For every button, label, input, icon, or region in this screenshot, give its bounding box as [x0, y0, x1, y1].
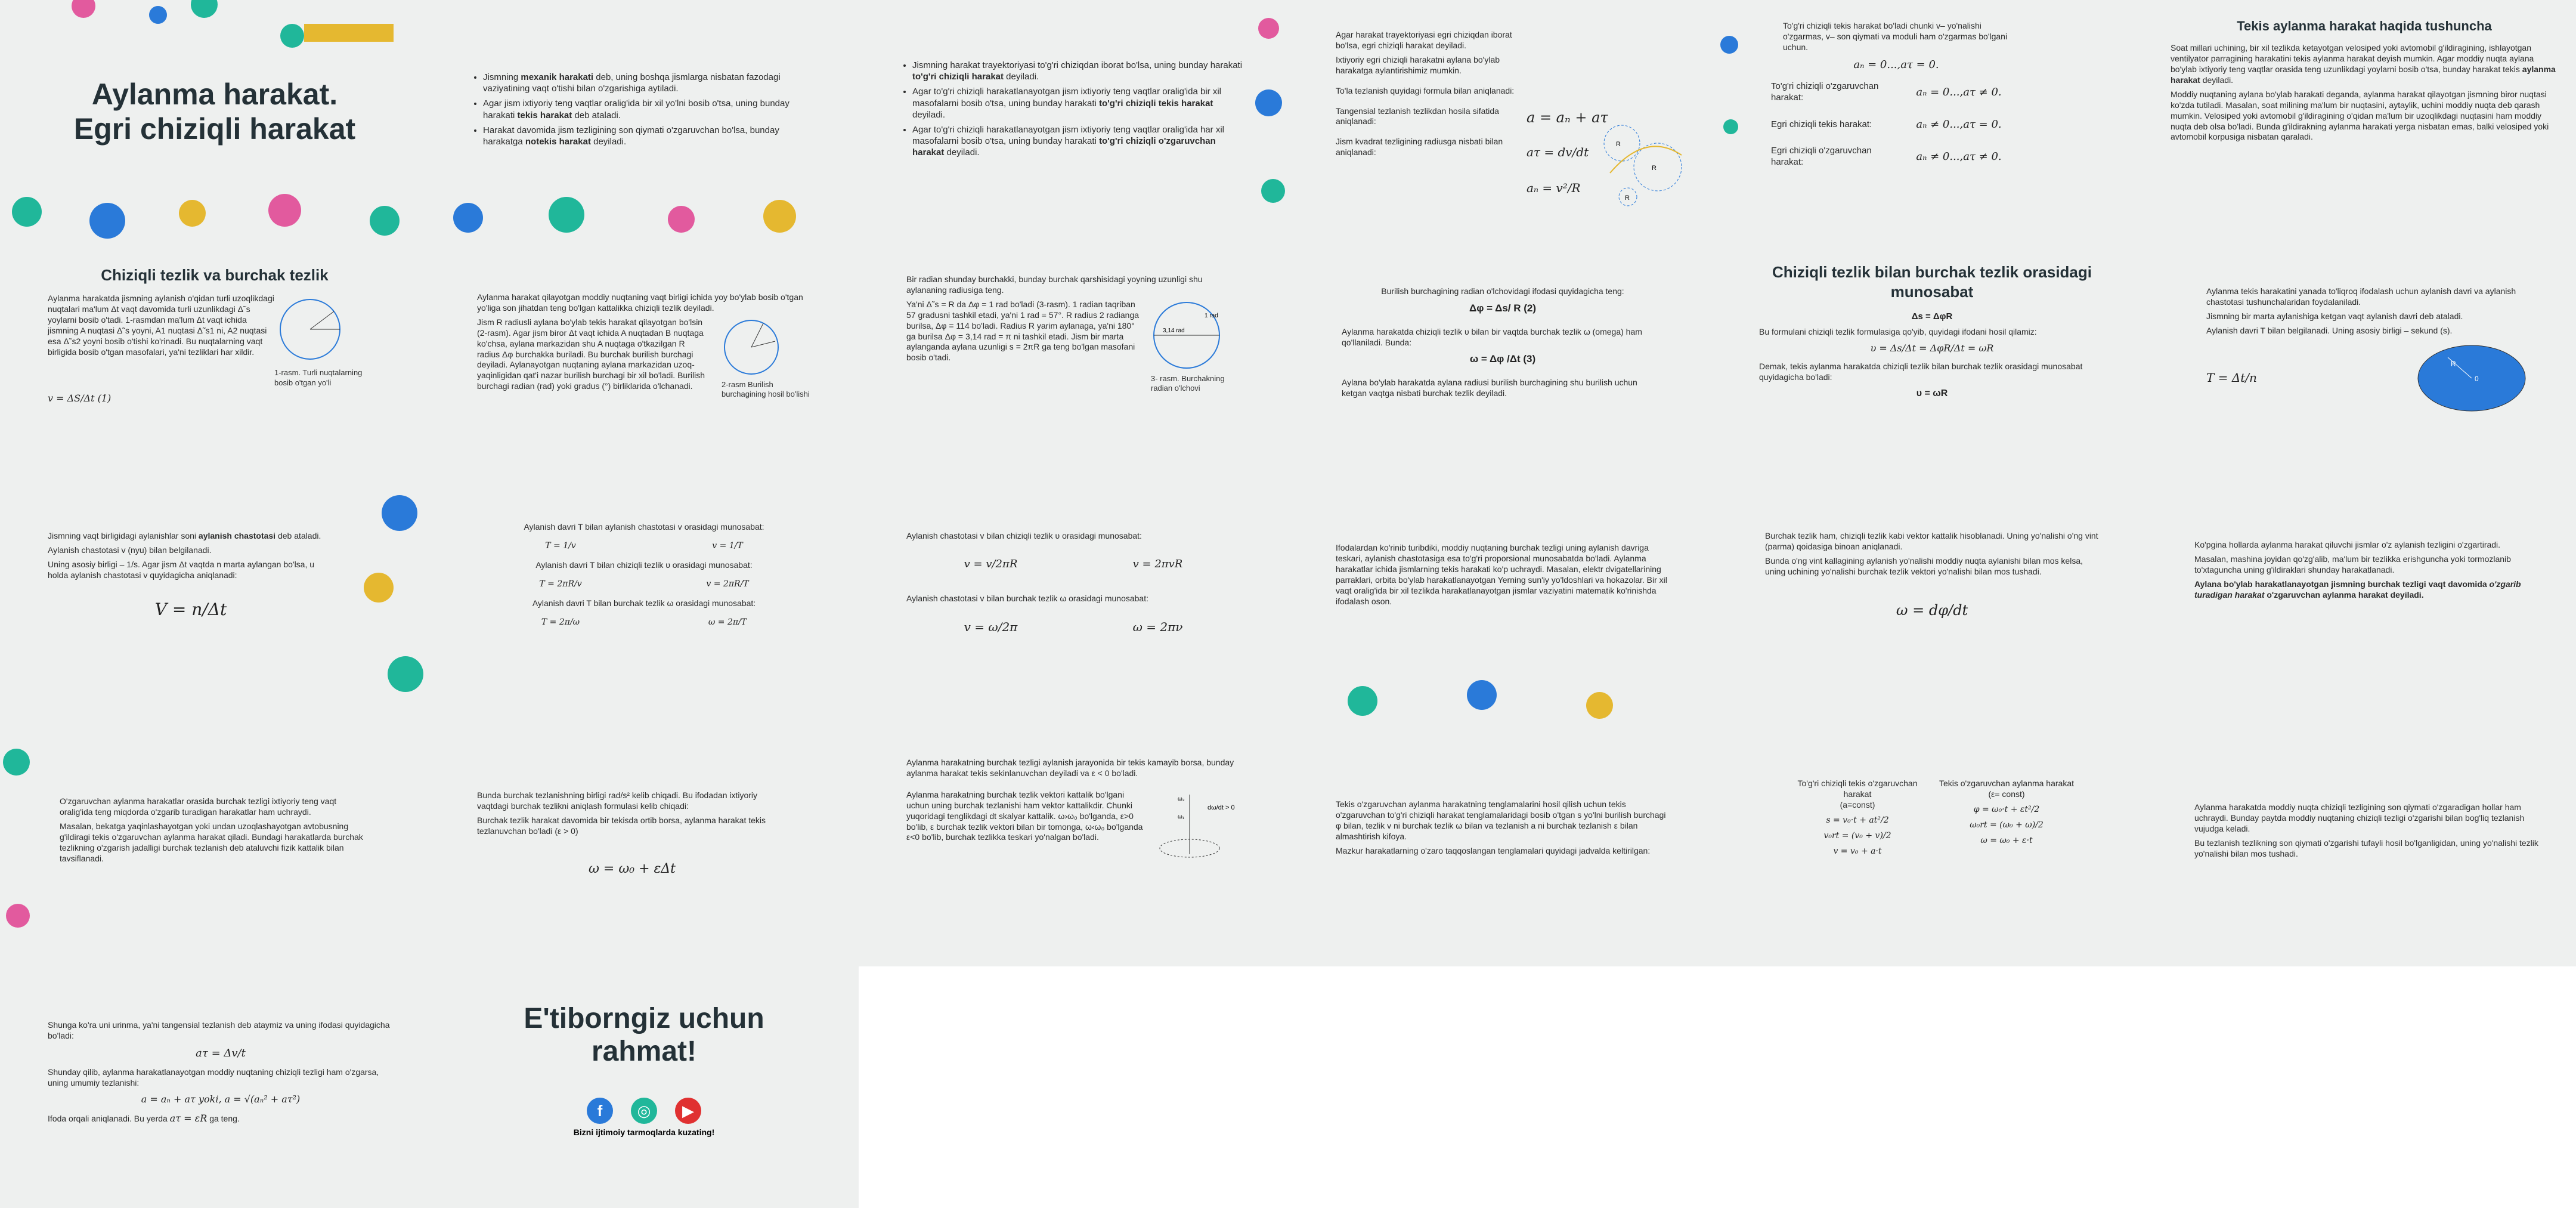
slide-content: Chiziqli tezlik bilan burchak tezlik orasidagi munosabat Δs = ΔφR Bu formulani chiziqli tezlik formulasiga qo'yib, quyidagi ifodani hosil qilamiz: υ = Δs/Δt = ΔφR/Δt = ωR Demak, tekis aylanma harakatda chiziqli tezlik bilan burchak tezlik orasidagi munosabat quyidagicha bo'ladi: υ = ωR [1759, 263, 2092, 398]
slide-22-equations-intro[interactable] [1288, 725, 1717, 966]
formula-tangential-acceleration: aτ = dv/dt [1527, 145, 1589, 159]
slide-content: Aylanma tekis harakatini yanada to'liqroq ifodalash uchun aylanish davri va aylanish chastotasi tushunchalaridan foydalaniladi. Jismning bir marta aylanishiga ketgan vaqt aylanish davri deb ataladi. Aylanish davri T bilan belgilanadi. Uning asosiy birligi – sekund (s). T = Δt/n R 0 [2206, 286, 2528, 414]
bullet-item: • Jismning harakat trayektoriyasi to'g'ri chiziqdan iborat bo'lsa, uning bunday harakati to'g'ri chiziqli harakat deyiladi. [912, 60, 1246, 82]
thanks-title: E'tiborngiz uchun rahmat! [524, 1003, 764, 1068]
slide-23-equations-table[interactable] [1717, 725, 2147, 966]
svg-text:ω₁: ω₁ [1178, 813, 1185, 820]
decorative-balls-bottom [0, 191, 429, 242]
slide-content: Aylanma harakatning burchak tezligi aylanish jarayonida bir tekis kamayib borsa, bunday aylanma harakat tekis sekinlanuvchan deyiladi va ε < 0 bo'ladi. Aylanma harakatning burchak tezlik vektori kattalik bo'lgani uchun uning burchak tezlanishi ham vektor kattalikdir. Chunki yuqoridagi tenglikdagi dt skalyar kattalik. ω›ω₀ bo'lganda, ε>0 bo'lib, ε burchak tezlik vektori bilan bir tomonga, ω‹ω₀ bo'lganda ε<0 bo'lib, burchak tezlikka teskari yo'nalgan bo'ladi. dω/dt > 0 ω₂ ω₁ [906, 758, 1252, 869]
slide-content: Tekis aylanma harakat haqida tushuncha Soat millari uchining, bir xil tezlikda ketayotgan velosiped yoki avtomobil g'ildiragining, ishlayotgan ventilyator parragining harakatini tekis aylanma harakat deyish mumkin. Agar moddiy nuqta aylana bo'ylab ixtiyoriy teng vaqtlar orasida teng uzunlikdagi yoylarni bosib o'tsa, bunday harakat tekis aylanma harakat deyiladi. Moddiy nuqtaning aylana bo'ylab harakati deganda, aylanma harakat qilayotgan jismning biror nuqtasi ko'zda tutiladi. Masalan, soat milining ma'lum bir nuqtasini, aytaylik, uchini moddiy nuqta deb qarash mumkin. Velosiped yoki avtomobil g'ildiragining o'qidan ma'lum bir uzoqlikdagi nuqtasini ham moddiy nuqta deb olsa bo'ladi. Bunda g'ildirakning aylanma harakati yerga nisbatan emas, balki velosiped yoki avtomobil korpusiga nisbatan qaraladi. [2171, 18, 2556, 142]
slide-content: To'g'ri chiziqli tekis o'zgaruvchan harakat (a=const) s = v₀·t + at²/2 v₀rt = (v₀ + v)/2 v = v₀ + a·t Tekis o'zgaruvchan aylanma harakat (ε= const) φ = ω₀·t + εt²/2 ω₀rt = (ω₀ + ω)/2 ω = ω₀ + ε·t [1797, 778, 2075, 856]
bullet-item: • Agar to'g'ri chiziqli harakatlanayotgan jism ixtiyoriy teng vaqtlar oralig'ida har xil masofalarni bosib o'tsa, uning bunday harakati to'g'ri chiziqli o'zgaruvchan harakat deyiladi. [912, 124, 1246, 159]
decorative-balls-bottom [1288, 674, 1717, 725]
slide-3-straight-motion[interactable] [859, 0, 1288, 242]
slide-content: Shunga ko'ra uni urinma, ya'ni tangensial tezlanish deb ataymiz va uning ifodasi quyidagicha bo'ladi: aτ = Δv/t Shunday qilib, aylanma harakatlanayotgan moddiy nuqtaning chiziqli tezligi ham o'zgarsa, uning umumiy tezlanishi: a = aₙ + aτ yoki, a = √(aₙ² + aτ²) Ifoda orqali aniqlanadi. Bu yerda aτ = εR ga teng. [48, 1020, 390, 1124]
slide-content: Agar harakat trayektoriyasi egri chiziqdan iborat bo'lsa, egri chiziqli harakat deyiladi. Ixtiyoriy egri chiziqli harakatni aylana bo'ylab harakatga aylantirishimiz mumkin. To'la tezlanish quyidagi formula bilan aniqlanadi: Tangensial tezlanish tezlikdan hosila sifatida aniqlanadi: Jism kvadrat tezligining radiusga nisbati bilan aniqlanadi: [1336, 30, 1515, 157]
blank-cell [2147, 966, 2576, 1208]
decorative-balls-right [1252, 0, 1288, 242]
bullet-item: • Jismning mexanik harakati deb, uning boshqa jismlarga nisbatan fazodagi vaziyatining vaqt o'tishi bilan o'zgarishiga aytiladi. [483, 72, 817, 94]
slide-17-vector[interactable] [1717, 483, 2147, 725]
slide-24-tangential[interactable] [2147, 725, 2576, 966]
slide-8-angular-displacement[interactable] [429, 242, 859, 483]
svg-text:R: R [1616, 141, 1621, 148]
slide-19-accel-rotation[interactable] [0, 725, 429, 966]
slide-6-uniform-rotation[interactable] [2147, 0, 2576, 242]
slide-20-angular-acceleration[interactable] [429, 725, 859, 966]
slide-content: Jismning vaqt birligidagi aylanishlar soni aylanish chastotasi deb ataladi. Aylanish chastotasi v (nyu) bilan belgilanadi. Uning asosiy birligi – 1/s. Agar jism Δt vaqtda n marta aylangan bo'lsa, u holda aylanish chastotasi v quyidagicha aniqlanadi: V = n/Δt [48, 531, 321, 619]
slide-content: Aylanma harakat qilayotgan moddiy nuqtaning vaqt birligi ichida yoy bo'ylab bosib o'tgan yo'liga son jihatdan teng bo'lgan kattalikka chiziqli tezlik deyiladi. Jism R radiusli aylana bo'ylab tekis harakat qilayotgan bo'lsin (2-rasm). Agar jism biror Δt vaqt ichida A nuqtadan B nuqtaga ko'chsa, aylana markazidan shu A nuqtaga o'tkazilgan R radius Δφ burchakka buriladi. Bu burchak burilish burchagi deyiladi. Aylanayotgan nuqtaning aylana markazidan uzoq-yaqinligidan qat'i nazar burilish burchagi bir xil bo'ladi. Burilish burchagi radian (rad) yoki gradus (°) birliklarida o'lchanadi. 2-rasm Burilish burchagining hosil bo'lishi [477, 292, 810, 399]
svg-text:ω₂: ω₂ [1178, 795, 1185, 802]
slide-9-radian[interactable] [859, 242, 1288, 483]
slide-content [471, 72, 817, 151]
blank-cell [1288, 966, 1717, 1208]
slide-14-period-relations[interactable] [429, 483, 859, 725]
decorative-balls-right [358, 483, 429, 725]
slide-26-thanks[interactable] [429, 966, 859, 1208]
slide-13-frequency[interactable] [0, 483, 429, 725]
blank-cell [859, 966, 1288, 1208]
slide-content: Aylanma harakatda moddiy nuqta chiziqli tezligining son qiymati o'zgaradigan hollar ham uchraydi. Bunday paytda moddiy nuqtaning chiziqli tezligi o'zgarishi bilan bog'liq tezlanish vujudga keladi. Bu tezlanish tezlikning son qiymati o'zgarishi tufayli hosil bo'lganligidan, uning yo'nalishi tezlik yo'nalishi bilan mos tushadi. [2194, 802, 2538, 858]
slide-content: Ko'pgina hollarda aylanma harakat qiluvchi jismlar o'z aylanish tezligini o'zgartiradi. Masalan, mashina joyidan qo'zg'alib, ma'lum bir tezlikka erishguncha yoki tormozlanib to'xtaguncha uning g'ildiraklari shunday harakatlanadi. Aylana bo'ylab harakatlanayotgan jismning burchak tezligi vaqt davomida o'zgarib turadigan harakat o'zgaruvchan aylanma harakat deyiladi. [2194, 540, 2521, 600]
circle-diagram [274, 293, 346, 365]
slide-16-angular-velocity-prop[interactable] [1288, 483, 1717, 725]
blank-cell [1717, 966, 2147, 1208]
slide-2-mechanical-motion[interactable] [429, 0, 859, 242]
slide-4-curvilinear[interactable] [1288, 0, 1717, 242]
social-icons [429, 1098, 859, 1124]
svg-text:R: R [1652, 165, 1657, 172]
slide-25-total-acceleration[interactable] [0, 966, 429, 1208]
svg-text:1 rad: 1 rad [1205, 312, 1218, 319]
slide-content: Burchak tezlik ham, chiziqli tezlik kabi vektor kattalik hisoblanadi. Uning yo'nalishi o'ng vint (parma) qoidasiga binoan aniqlanadi. Bunda o'ng vint kallagining aylanish yo'nalishi moddiy nuqta aylanishi bilan mos kelsa, uning uchining yo'nalishi burchak tezlik vektori yo'nalishi bilan mos tushadi. ω = dφ/dt [1765, 531, 2098, 619]
instagram-icon[interactable]: ◎ [631, 1098, 657, 1124]
formula-normal-acceleration: aₙ = v²/R [1527, 181, 1581, 195]
slide-content: Bir radian shunday burchakki, bunday burchak qarshisidagi yoyning uzunligi shu aylananing radiusiga teng. Ya'ni Δ˜s = R da Δφ = 1 rad bo'ladi (3-rasm). 1 radian taqriban 57 gradusni tashkil etadi, ya'ni 1 rad = 57°. R radius 2 radianga burilsa, Δφ = 114 bo'ladi. Radius R yarim aylanaga, ya'ni 180° ga burilsa Δφ = 3,14 rad = π ni tashkil etadi. Jism bir marta aylanganda aylana uzunligi s = 2πR ga teng bo'lgan masofani bosib o'tadi. 3,14 rad 1 rad 3- rasm. Burchakning radian o'lchovi [906, 274, 1225, 393]
slide-content: Tekis o'zgaruvchan aylanma harakatning tenglamalarini hosil qilish uchun tekis o'zgaruvchan to'g'ri chiziqli harakat tenglamalaridagi bosib o'tgan s yo'lni burilish burchagi φ bilan, tezlik v ni burchak tezlik ω bilan va tezlanish a ni burchak tezlanish ε bilan almashtirish kifoya. Mazkur harakatlarning o'zaro taqqoslangan tenglamalari quyidagi jadvalda keltirilgan: [1336, 799, 1666, 855]
radian-diagram [1151, 299, 1222, 371]
slide-content [900, 60, 1246, 162]
youtube-icon[interactable]: ▶ [675, 1098, 701, 1124]
slide-1-title[interactable] [0, 0, 429, 242]
slide-content: Chiziqli tezlik va burchak tezlik Aylanma harakatda jismning aylanish o'qidan turli uzoqlikdagi nuqtalari ma'lum Δt vaqt davomida turli uzunlikdagi Δ˜s yoylarni bosib o'tadi. 1-rasmdan ma'lum Δt vaqt ichida jismning A nuqtasi Δ˜s yoyni, A1 nuqtasi Δ˜s1 ni, A2 nuqtasi esa Δ˜s2 yoyni bosib o'tishi ko'rinadi. Bu nuqtalarning vaqt birligida bosib o'tgan masofalari, ya'ni tezliklari har xildir. 1-rasm. Turli nuqtalarning bosib o'tgan yo'li v = ΔS/Δt (1) [48, 266, 363, 404]
slide-11-relationship[interactable] [1717, 242, 2147, 483]
decorative-balls-top [0, 0, 429, 36]
decorative-balls-bottom [429, 191, 859, 242]
decorative-balls-left [0, 725, 36, 966]
facebook-icon[interactable]: f [587, 1098, 613, 1124]
svg-text:R: R [2451, 359, 2456, 368]
slide-content: Ifodalardan ko'rinib turibdiki, moddiy nuqtaning burchak tezligi uning aylanish davriga teskari, aylanish chastotasiga esa to'g'ri proporsional munosabatda bo'ladi. Aylanma harakatlar ichida jismlarning tekis harakati ko'p uchraydi. Masalan, elektr dvigatellarining parraklari, orbita bo'ylab harakatlanayotgan Yerning sun'iy yo'ldoshlari va hokazolar. Bir xil vaqt oralig'ida bir xil tezlikda harakatlanayotgan jismlar vaziyatini matematik ko'rinishda ifodalash oson. [1336, 543, 1667, 606]
slide-21-deceleration[interactable] [859, 725, 1288, 966]
vector-diagram [1154, 783, 1243, 866]
slide-content: To'g'ri chiziqli tekis harakat bo'ladi chunki v– yo'nalishi o'zgarmas, v– son qiymati va moduli ham o'zgarmas bo'lgani uchun. aₙ = 0...,aτ = 0. To'g'ri chiziqli o'zgaruvchan harakat: aₙ = 0...,aτ ≠ 0. Egri chiziqli tekis harakat: aₙ ≠ 0...,aτ = 0. Egri chiziqli o'zgaruvchan harakat: aₙ ≠ 0...,aτ ≠ 0. [1771, 21, 2008, 168]
svg-text:3,14 rad: 3,14 rad [1163, 327, 1185, 334]
svg-text:0: 0 [2475, 374, 2479, 383]
slide-12-period[interactable] [2147, 242, 2576, 483]
slide-content: Bunda burchak tezlanishning birligi rad/s² kelib chiqadi. Bu ifodadan ixtiyoriy vaqtdagi burchak tezlikni aniqlash formulasi kelib chiqadi: Burchak tezlik harakat davomida bir tekisda ortib borsa, aylanma harakat tekis tezlanuvchan bo'ladi (ε > 0) ω = ω₀ + εΔt [477, 790, 766, 876]
bullet-list [471, 72, 817, 147]
formula-total-acceleration: a = aₙ + aτ [1527, 109, 1608, 126]
slide-5-motion-types[interactable] [1717, 0, 2147, 242]
title-line-2: Egri chiziqli harakat [73, 112, 356, 146]
slide-15-frequency-relations[interactable] [859, 483, 1288, 725]
circle-diagram [1598, 119, 1688, 209]
slide-title [24, 78, 405, 146]
title-line-1: Aylanma harakat. [91, 78, 338, 111]
slide-content: Burilish burchagining radian o'lchovidagi ifodasi quyidagicha teng: Δφ = Δs/ R (2) Aylanma harakatda chiziqli tezlik υ bilan bir vaqtda burchak tezlik ω (omega) ham qo'llaniladi. Bunda: ω = Δφ /Δt (3) Aylana bo'ylab harakatda aylana radiusi burilish burchagining shu burilish uchun ketgan vaqtga nisbati burchak tezlik deyiladi. [1342, 286, 1642, 398]
slide-content: Aylanish chastotasi v bilan chiziqli tezlik υ orasidagi munosabat: v = v/2πR v = 2πvR Aylanish chastotasi v bilan burchak tezlik ω orasidagi munosabat: v = ω/2π ω = 2πν [906, 531, 1183, 634]
slide-content: O'zgaruvchan aylanma harakatlar orasida burchak tezligi ixtiyoriy teng vaqt oralig'ida teng miqdorda o'zgarib turadigan harakatlar ham uchraydi. Masalan, bekatga yaqinlashayotgan yoki undan uzoqlashayotgan avtobusning g'ildiragi tekis o'zgaruvchan aylanma harakat qiladi. Bundagi harakatlarda burchak tezlikning o'zgarish jadalligi burchak tezlanish deb ataluvchi fizik kattalik bilan tavsiflanadi. [60, 796, 363, 863]
slide-content: Aylanish davri T bilan aylanish chastotasi v orasidagi munosabat: T = 1/v v = 1/T Aylanish davri T bilan chiziqli tezlik υ orasidagi munosabat: T = 2πR/v v = 2πR/T Aylanish davri T bilan burchak tezlik ω orasidagi munosabat: T = 2π/ω ω = 2π/T [524, 522, 764, 627]
bullet-list [900, 60, 1246, 159]
slide-18-variable-rotation[interactable] [2147, 483, 2576, 725]
svg-text:R: R [1625, 194, 1630, 202]
bullet-item: • Agar jism ixtiyoriy teng vaqtlar oralig'ida bir xil yo'lni bosib o'tsa, uning bunday harakati tekis harakat deb ataladi. [483, 98, 817, 121]
bullet-item: • Agar to'g'ri chiziqli harakatlanayotgan jism ixtiyoriy teng vaqtlar oralig'ida bir xil masofalarni bosib o'tsa, uning bunday harakati to'g'ri chiziqli tekis harakat deyiladi. [912, 86, 1246, 121]
footer-text: Bizni ijtimoiy tarmoqlarda kuzating! [573, 1127, 715, 1137]
svg-text:dω/dt > 0: dω/dt > 0 [1208, 804, 1235, 811]
decorative-balls-left [1717, 0, 1741, 242]
ellipse-diagram [2415, 342, 2528, 414]
slide-7-linear-angular-velocity[interactable] [0, 242, 429, 483]
circle-diagram [722, 317, 781, 377]
slide-10-angle-formula[interactable] [1288, 242, 1717, 483]
bullet-item: • Harakat davomida jism tezligining son qiymati o'zgaruvchan bo'lsa, bunday harakatga notekis harakat deyiladi. [483, 125, 817, 147]
